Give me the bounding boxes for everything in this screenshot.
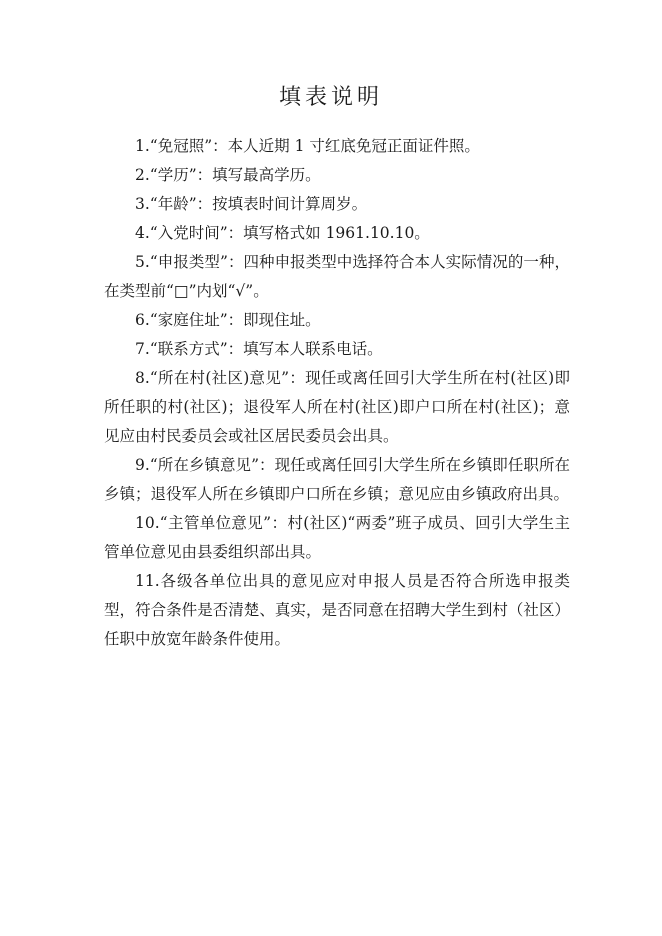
instruction-item-5: 5.“申报类型”：四种申报类型中选择符合本人实际情况的一种，在类型前“□”内划“√”。 [104,253,570,300]
page-title: 填表说明 [278,85,383,110]
instruction-item-3: 3.“年龄”：按填表时间计算周岁。 [135,195,368,213]
instruction-item-2: 2.“学历”：填写最高学历。 [135,166,321,184]
instruction-item-1: 1.“免冠照”：本人近期 1 寸红底免冠正面证件照。 [135,137,480,155]
instruction-item-7: 7.“联系方式”：填写本人联系电话。 [135,340,383,358]
instruction-item-4: 4.“入党时间”：填写格式如 1961.10.10。 [135,224,430,242]
instruction-item-10: 10.“主管单位意见”：村(社区)“两委”班子成员、回引大学生主管单位意见由县委组织部出具。 [104,514,570,561]
instruction-item-8: 8.“所在村(社区)意见”：现任或离任回引大学生所在村(社区)即所任职的村(社区)；退役军人所在村(社区)即户口所在村(社区)；意见应由村民委员会或社区居民委员会出具。 [104,369,570,445]
instruction-item-6: 6.“家庭住址”：即现住址。 [135,311,321,329]
instruction-list [104,132,570,654]
instruction-item-9: 9.“所在乡镇意见”：现任或离任回引大学生所在乡镇即任职所在乡镇；退役军人所在乡镇即户口所在乡镇；意见应由乡镇政府出具。 [104,456,570,503]
instruction-item-11: 11.各级各单位出具的意见应对申报人员是否符合所选申报类型，符合条件是否清楚、真实，是否同意在招聘大学生到村（社区）任职中放宽年龄条件使用。 [104,572,570,648]
